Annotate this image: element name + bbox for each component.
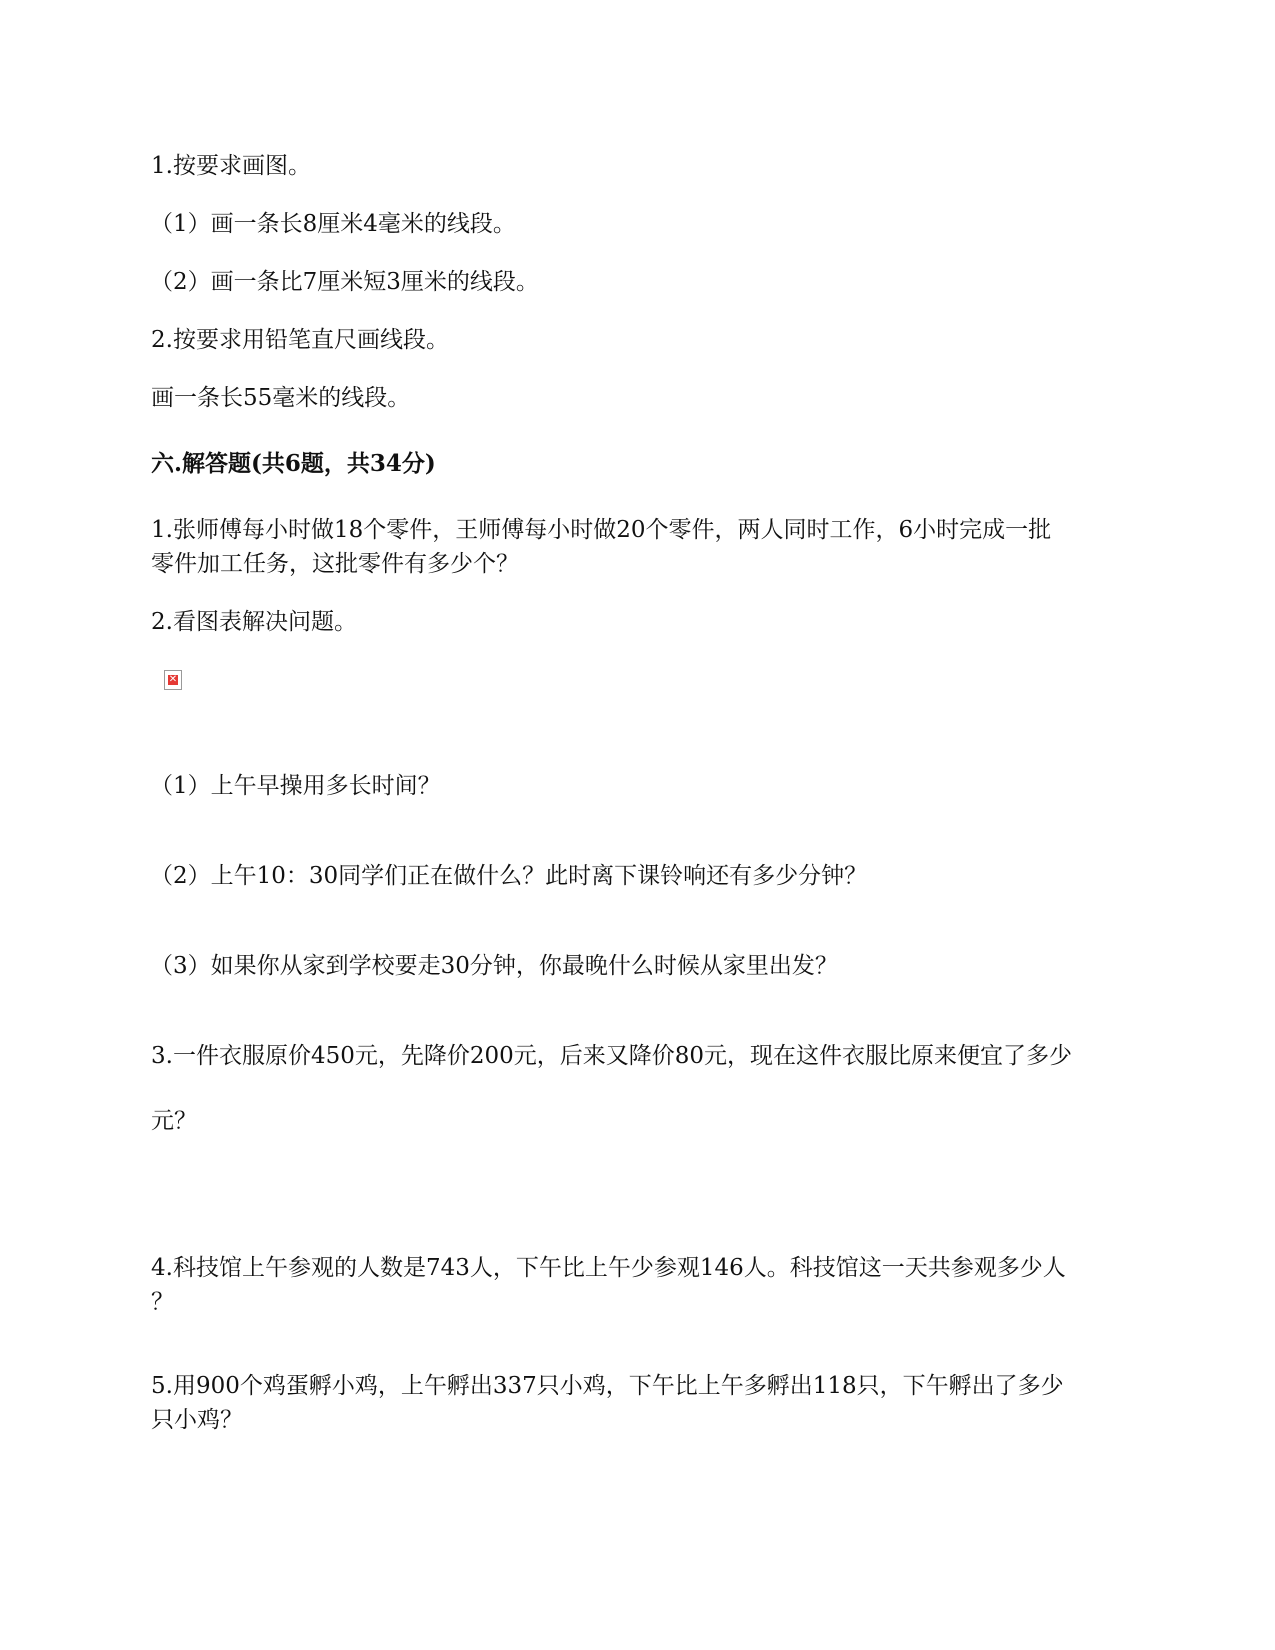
problem-3-line-2: 元？ bbox=[151, 1108, 197, 1134]
question-2-body: 画一条长55毫米的线段。 bbox=[151, 385, 411, 411]
problem-2-sub2: （2）上午10：30同学们正在做什么？此时离下课铃响还有多少分钟？ bbox=[150, 863, 868, 889]
broken-image-x-icon: ✕ bbox=[168, 674, 178, 685]
question-2-title: 2.按要求用铅笔直尺画线段。 bbox=[151, 327, 449, 353]
problem-5-line-2: 只小鸡？ bbox=[151, 1407, 243, 1433]
problem-2-sub3: （3）如果你从家到学校要走30分钟，你最晚什么时候从家里出发？ bbox=[150, 953, 838, 979]
problem-5-line-1: 5.用900个鸡蛋孵小鸡，上午孵出337只小鸡，下午比上午多孵出118只，下午孵出了多少 bbox=[151, 1373, 1064, 1399]
broken-image-icon bbox=[164, 670, 182, 690]
problem-1-line-2: 零件加工任务，这批零件有多少个？ bbox=[151, 551, 519, 577]
problem-1-line-1: 1.张师傅每小时做18个零件，王师傅每小时做20个零件，两人同时工作，6小时完成一批 bbox=[151, 517, 1052, 543]
problem-3-line-1: 3.一件衣服原价450元，先降价200元，后来又降价80元，现在这件衣服比原来便宜了多少 bbox=[151, 1043, 1073, 1069]
question-1-title: 1.按要求画图。 bbox=[151, 153, 311, 179]
problem-4-line-1: 4.科技馆上午参观的人数是743人，下午比上午少参观146人。科技馆这一天共参观多少人 bbox=[151, 1255, 1066, 1281]
problem-2-title: 2.看图表解决问题。 bbox=[151, 609, 357, 635]
question-1-sub1: （1）画一条长8厘米4毫米的线段。 bbox=[150, 211, 516, 237]
problem-2-sub1: （1）上午早操用多长时间？ bbox=[150, 773, 441, 799]
question-1-sub2: （2）画一条比7厘米短3厘米的线段。 bbox=[150, 269, 539, 295]
section-heading: 六.解答题(共6题，共34分) bbox=[151, 450, 436, 477]
problem-4-line-2: ？ bbox=[151, 1289, 174, 1315]
